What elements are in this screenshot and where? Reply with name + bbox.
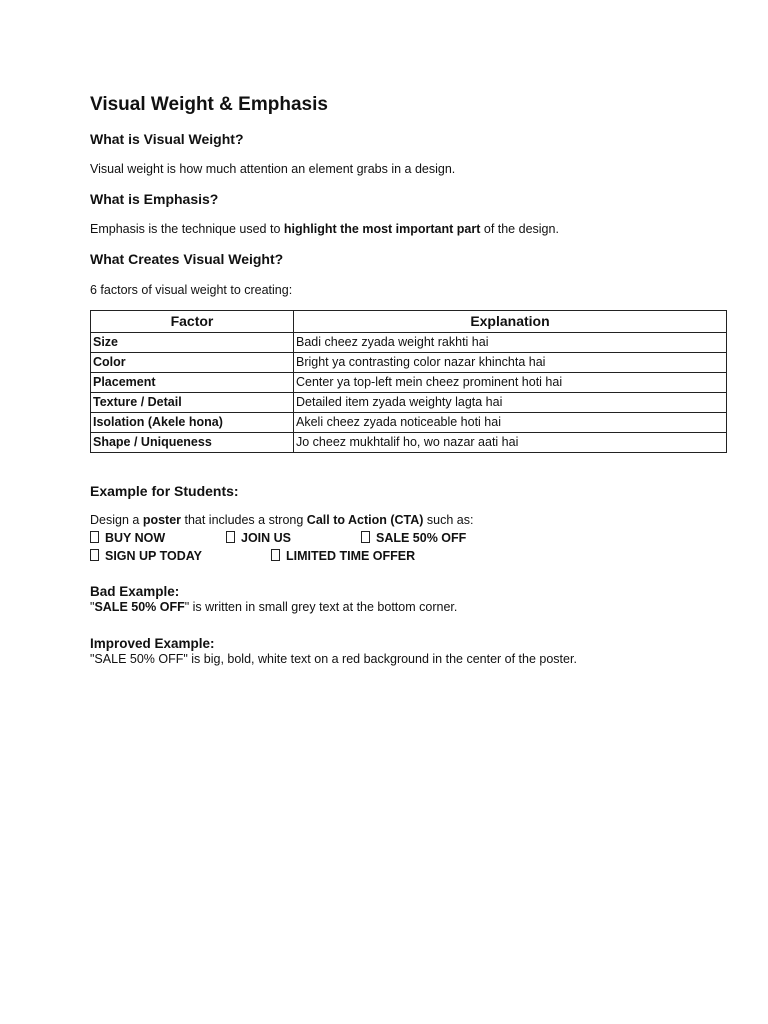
table-row: [91, 393, 727, 413]
cta-item: BUY NOW: [90, 531, 165, 545]
table-row: [91, 353, 727, 373]
text-improved-example: "SALE 50% OFF" is big, bold, white text on a red background in the center of the poster.: [90, 652, 577, 666]
checkbox-glyph-icon: [226, 531, 235, 543]
text-factors-intro: 6 factors of visual weight to creating:: [90, 283, 293, 297]
factor-cell: Color: [91, 353, 294, 373]
cta-item: LIMITED TIME OFFER: [271, 549, 415, 563]
text-emphasis: Emphasis is the technique used to highlight the most important part of the design.: [90, 222, 559, 236]
heading-bad-example: Bad Example:: [90, 584, 180, 599]
table-row: [91, 433, 727, 453]
factors-table: [90, 310, 727, 453]
factor-cell: Shape / Uniqueness: [91, 433, 294, 453]
table-header-explanation: Explanation: [294, 311, 727, 333]
cta-item: JOIN US: [226, 531, 291, 545]
checkbox-glyph-icon: [90, 531, 99, 543]
table-row: [91, 413, 727, 433]
explanation-cell: Akeli cheez zyada noticeable hoti hai: [294, 413, 727, 433]
explanation-cell: Bright ya contrasting color nazar khinchta hai: [294, 353, 727, 373]
cta-item: SIGN UP TODAY: [90, 549, 202, 563]
factor-cell: Texture / Detail: [91, 393, 294, 413]
explanation-cell: Center ya top-left mein cheez prominent hoti hai: [294, 373, 727, 393]
checkbox-glyph-icon: [90, 549, 99, 561]
factor-cell: Placement: [91, 373, 294, 393]
explanation-cell: Badi cheez zyada weight rakhti hai: [294, 333, 727, 353]
heading-what-creates: What Creates Visual Weight?: [90, 251, 284, 267]
text-example-intro: Design a poster that includes a strong Call to Action (CTA) such as:: [90, 513, 474, 527]
checkbox-glyph-icon: [271, 549, 280, 561]
cta-item: SALE 50% OFF: [361, 531, 466, 545]
table-row: [91, 333, 727, 353]
heading-emphasis: What is Emphasis?: [90, 191, 219, 207]
text-visual-weight: Visual weight is how much attention an element grabs in a design.: [90, 162, 456, 176]
factor-cell: Isolation (Akele hona): [91, 413, 294, 433]
factor-cell: Size: [91, 333, 294, 353]
table-header-row: [91, 311, 727, 333]
heading-visual-weight: What is Visual Weight?: [90, 131, 244, 147]
explanation-cell: Jo cheez mukhtalif ho, wo nazar aati hai: [294, 433, 727, 453]
heading-improved-example: Improved Example:: [90, 636, 215, 651]
checkbox-glyph-icon: [361, 531, 370, 543]
heading-example: Example for Students:: [90, 483, 239, 499]
table-row: [91, 373, 727, 393]
page-title: Visual Weight & Emphasis: [90, 94, 328, 115]
explanation-cell: Detailed item zyada weighty lagta hai: [294, 393, 727, 413]
table-header-factor: Factor: [91, 311, 294, 333]
text-bad-example: "SALE 50% OFF" is written in small grey text at the bottom corner.: [90, 600, 458, 614]
